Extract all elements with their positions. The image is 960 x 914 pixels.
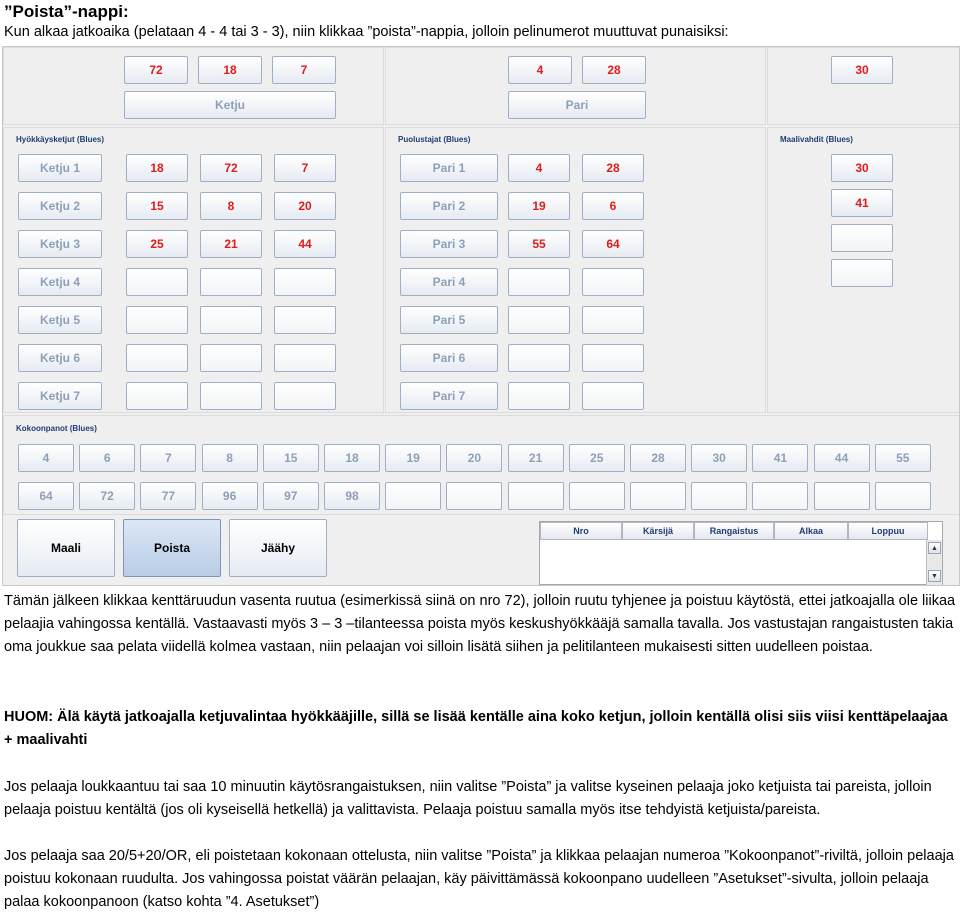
roster-player[interactable] <box>691 482 747 510</box>
defender-slot[interactable] <box>508 306 570 334</box>
paragraph-3: Jos pelaaja saa 20/5+20/OR, eli poistetaan kokonaan ottelusta, niin valitse ”Poista” ja klikkaa pelaajan numeroa ”Kokoonpanot”-riviltä, jolloin pelaaja poistuu kokonaan ruudulta. Jos vahingossa poistat väärän pelaajan, käy päivittämässä kokoonpano uudelleen ”Asetukset”-sivulta, jolloin pelaaja palaa kokoonpanoon (katso kohta ”4. Asetukset”) <box>4 848 954 910</box>
forward-slot[interactable] <box>274 306 336 334</box>
pair-button-6[interactable]: Pari 6 <box>400 344 498 372</box>
goalie-slot[interactable] <box>831 224 893 252</box>
on-ice-goalie-panel <box>767 47 960 125</box>
forward-slot[interactable] <box>274 382 336 410</box>
forward-slot[interactable] <box>274 344 336 372</box>
paragraph-2: Jos pelaaja loukkaantuu tai saa 10 minuutin käytösrangaistuksen, niin valitse ”Poista” ja valitse kyseinen pelaaja joko ketjuista tai pareista, jolloin pelaaja poistuu kentältä (jos oli kyseisellä hetkellä) ja valittavista. Pelaaja poistuu samalla myös itse tehdyistä ketjuista/pareista. <box>4 779 932 818</box>
roster-player[interactable]: 20 <box>446 444 502 472</box>
intro-text: Kun alkaa jatkoaika (pelataan 4 - 4 tai 3 - 3), niin klikkaa ”poista”-nappia, jolloin pelinumerot muuttuvat punaisiksi: <box>4 24 729 40</box>
forwards-panel <box>3 127 384 413</box>
roster-label: Kokoonpanot (Blues) <box>16 424 97 433</box>
roster-player[interactable]: 44 <box>814 444 870 472</box>
on-ice-forward-2[interactable]: 18 <box>198 56 262 84</box>
on-ice-defender-1[interactable]: 4 <box>508 56 572 84</box>
scroll-up-icon[interactable]: ▲ <box>928 542 941 554</box>
line-button-5[interactable]: Ketju 5 <box>18 306 102 334</box>
roster-player[interactable] <box>446 482 502 510</box>
roster-player[interactable] <box>630 482 686 510</box>
defender-slot[interactable]: 19 <box>508 192 570 220</box>
roster-player[interactable] <box>752 482 808 510</box>
line-button-3[interactable]: Ketju 3 <box>18 230 102 258</box>
forward-slot[interactable]: 25 <box>126 230 188 258</box>
roster-player[interactable]: 25 <box>569 444 625 472</box>
roster-player[interactable]: 72 <box>79 482 135 510</box>
goalie-slot[interactable]: 41 <box>831 189 893 217</box>
defender-slot[interactable]: 6 <box>582 192 644 220</box>
penalty-button[interactable]: Jäähy <box>229 519 327 577</box>
forward-slot[interactable] <box>200 306 262 334</box>
roster-player[interactable]: 8 <box>202 444 258 472</box>
goalies-panel <box>767 127 960 413</box>
table-scrollbar[interactable] <box>926 540 942 585</box>
remove-button[interactable]: Poista <box>123 519 221 577</box>
roster-player[interactable]: 77 <box>140 482 196 510</box>
table-header-start[interactable]: Alkaa <box>774 522 848 540</box>
penalty-table-header <box>540 522 928 540</box>
forward-slot[interactable] <box>200 382 262 410</box>
defense-panel <box>385 127 766 413</box>
pair-button-5[interactable]: Pari 5 <box>400 306 498 334</box>
goalies-label: Maalivahdit (Blues) <box>780 135 853 144</box>
pair-button-2[interactable]: Pari 2 <box>400 192 498 220</box>
defender-slot[interactable] <box>508 382 570 410</box>
roster-player[interactable] <box>508 482 564 510</box>
roster-player[interactable]: 30 <box>691 444 747 472</box>
roster-panel <box>3 415 960 515</box>
roster-player[interactable] <box>569 482 625 510</box>
pair-button-7[interactable]: Pari 7 <box>400 382 498 410</box>
goalie-slot[interactable] <box>831 259 893 287</box>
defender-slot[interactable] <box>582 268 644 296</box>
defender-slot[interactable] <box>508 268 570 296</box>
table-header-number[interactable]: Nro <box>540 522 622 540</box>
scroll-down-icon[interactable]: ▼ <box>928 570 941 582</box>
app-screenshot <box>2 46 960 586</box>
on-ice-forward-1[interactable]: 72 <box>124 56 188 84</box>
goal-button[interactable]: Maali <box>17 519 115 577</box>
roster-player[interactable] <box>875 482 931 510</box>
table-header-penalty[interactable]: Rangaistus <box>694 522 774 540</box>
forward-slot[interactable] <box>126 268 188 296</box>
roster-player[interactable] <box>814 482 870 510</box>
line-button-4[interactable]: Ketju 4 <box>18 268 102 296</box>
page-title: ”Poista”-nappi: <box>4 2 129 21</box>
defender-slot[interactable]: 28 <box>582 154 644 182</box>
goalie-slot[interactable]: 30 <box>831 154 893 182</box>
roster-player[interactable]: 28 <box>630 444 686 472</box>
penalty-table <box>539 521 943 585</box>
roster-player[interactable]: 98 <box>324 482 380 510</box>
defense-label: Puolustajat (Blues) <box>398 135 471 144</box>
roster-player[interactable]: 21 <box>508 444 564 472</box>
forward-slot[interactable]: 20 <box>274 192 336 220</box>
on-ice-defender-2[interactable]: 28 <box>582 56 646 84</box>
forward-slot[interactable]: 18 <box>126 154 188 182</box>
forward-slot[interactable] <box>126 306 188 334</box>
line-button-6[interactable]: Ketju 6 <box>18 344 102 372</box>
line-button-1[interactable]: Ketju 1 <box>18 154 102 182</box>
on-ice-defense-panel <box>385 47 766 125</box>
forward-slot[interactable]: 15 <box>126 192 188 220</box>
forward-slot[interactable] <box>126 382 188 410</box>
forward-slot[interactable]: 72 <box>200 154 262 182</box>
defender-slot[interactable]: 4 <box>508 154 570 182</box>
roster-player[interactable]: 4 <box>18 444 74 472</box>
defender-slot[interactable]: 55 <box>508 230 570 258</box>
roster-player[interactable]: 15 <box>263 444 319 472</box>
defender-slot[interactable] <box>582 382 644 410</box>
roster-player[interactable]: 19 <box>385 444 441 472</box>
line-select-button[interactable]: Ketju <box>124 91 336 119</box>
on-ice-forward-3[interactable]: 7 <box>272 56 336 84</box>
pair-button-1[interactable]: Pari 1 <box>400 154 498 182</box>
roster-player[interactable]: 6 <box>79 444 135 472</box>
forward-slot[interactable]: 21 <box>200 230 262 258</box>
forward-slot[interactable] <box>200 268 262 296</box>
line-button-7[interactable]: Ketju 7 <box>18 382 102 410</box>
roster-player[interactable]: 55 <box>875 444 931 472</box>
defender-slot[interactable] <box>582 306 644 334</box>
forward-slot[interactable]: 7 <box>274 154 336 182</box>
on-ice-forwards-panel <box>3 47 384 125</box>
roster-player[interactable]: 41 <box>752 444 808 472</box>
forward-slot[interactable] <box>274 268 336 296</box>
pair-button-3[interactable]: Pari 3 <box>400 230 498 258</box>
forward-slot[interactable] <box>126 344 188 372</box>
table-header-player[interactable]: Kärsijä <box>622 522 694 540</box>
roster-player[interactable] <box>385 482 441 510</box>
line-button-2[interactable]: Ketju 2 <box>18 192 102 220</box>
forward-slot[interactable]: 8 <box>200 192 262 220</box>
defender-slot[interactable] <box>582 344 644 372</box>
forward-slot[interactable]: 44 <box>274 230 336 258</box>
table-header-end[interactable]: Loppuu <box>848 522 928 540</box>
on-ice-goalie[interactable]: 30 <box>831 56 893 84</box>
forward-slot[interactable] <box>200 344 262 372</box>
defender-slot[interactable]: 64 <box>582 230 644 258</box>
pair-select-button[interactable]: Pari <box>508 91 646 119</box>
defender-slot[interactable] <box>508 344 570 372</box>
paragraph-1: Tämän jälkeen klikkaa kenttäruudun vasenta ruutua (esimerkissä siinä on nro 72), jolloin ruutu tyhjenee ja poistuu käytöstä, ettei jatkoajalla ole liikaa pelaajia vahingossa kentällä. Vastaavasti myös 3 – 3 –tilanteessa poista myös keskushyökkääjä samalla tavalla. Jos vastustajan rangaistusten takia oma joukkue saa pelata viidellä kolmea vastaan, niin pelaajan voi silloin lisätä siihen ja pelitilanteen mukaisesti sitten uudelleen poistaa. <box>4 593 956 655</box>
roster-player[interactable]: 97 <box>263 482 319 510</box>
note-paragraph: HUOM: Älä käytä jatkoajalla ketjuvalintaa hyökkääjille, sillä se lisää kentälle aina koko ketjun, jolloin kentällä olisi siis viisi kenttäpelaajaa + maalivahti <box>4 709 948 748</box>
roster-player[interactable]: 7 <box>140 444 196 472</box>
pair-button-4[interactable]: Pari 4 <box>400 268 498 296</box>
roster-player[interactable]: 96 <box>202 482 258 510</box>
roster-player[interactable]: 18 <box>324 444 380 472</box>
roster-player[interactable]: 64 <box>18 482 74 510</box>
forwards-label: Hyökkäysketjut (Blues) <box>16 135 105 144</box>
